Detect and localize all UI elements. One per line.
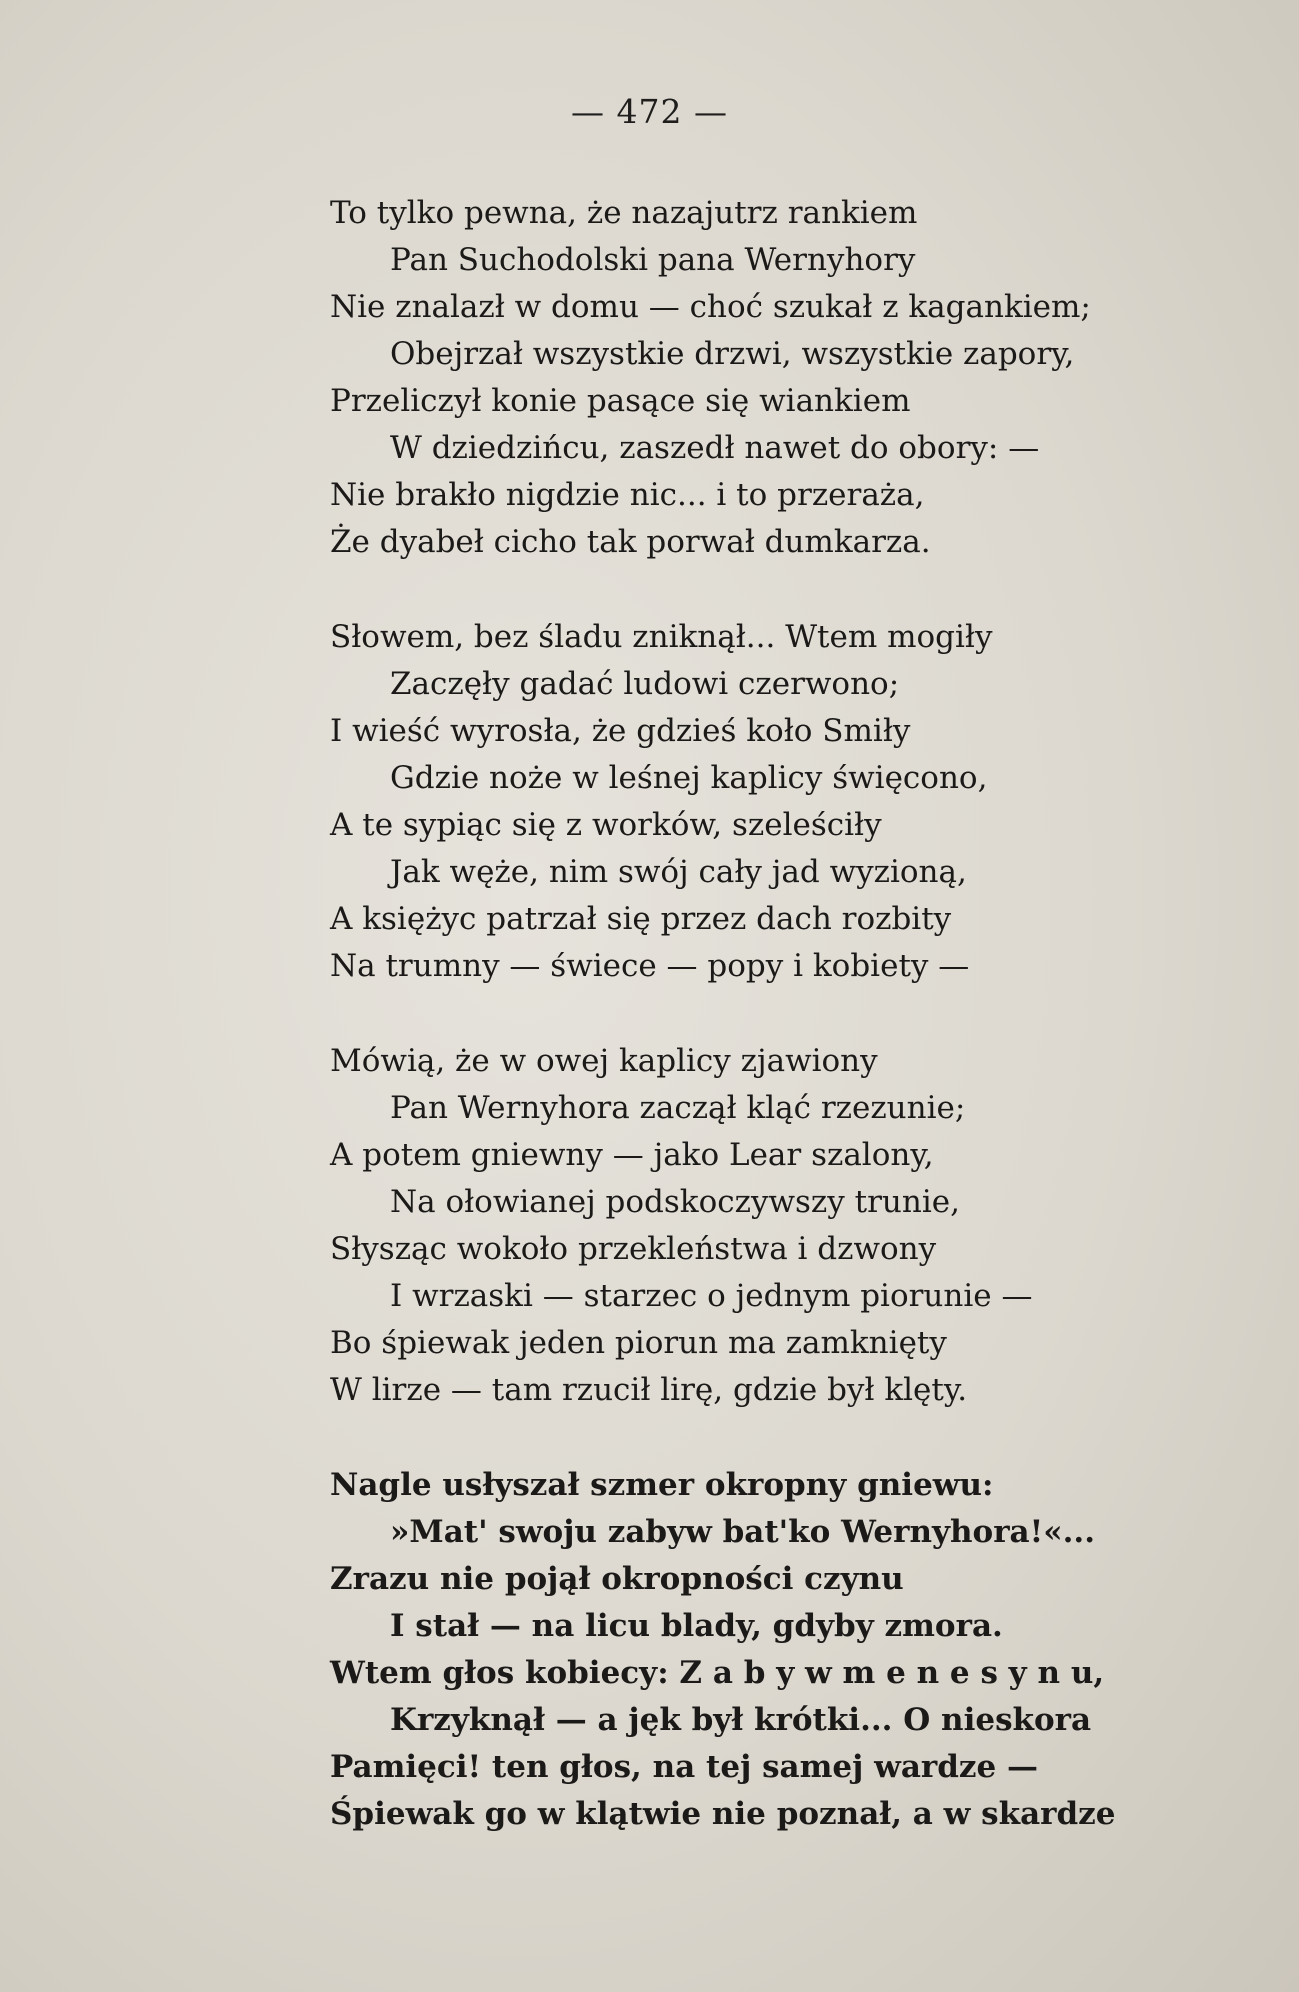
poem-line: Zrazu nie pojął okropności czynu: [330, 1561, 904, 1597]
poem-line: Gdzie noże w leśnej kaplicy święcono,: [390, 760, 988, 796]
poem-line: Jak węże, nim swój cały jad wyzioną,: [390, 854, 967, 890]
stanza-2: [330, 614, 1230, 990]
poem-line: Nagle usłyszał szmer okropny gniewu:: [330, 1467, 994, 1503]
poem-line: A te sypiąc się z worków, szeleściły: [330, 807, 882, 843]
stanza-1: [330, 190, 1230, 566]
poem-line: Krzyknął — a jęk był krótki... O nieskora: [390, 1702, 1092, 1738]
poem-text: [330, 190, 1230, 1886]
stanza-4: [330, 1462, 1230, 1838]
poem-line: Nie znalazł w domu — choć szukał z kagankiem;: [330, 289, 1091, 325]
poem-line: Pan Suchodolski pana Wernyhory: [390, 242, 916, 278]
poem-line: W lirze — tam rzucił lirę, gdzie był klęty.: [330, 1372, 968, 1408]
page-number: — 472 —: [571, 92, 728, 131]
poem-line: Że dyabeł cicho tak porwał dumkarza.: [330, 524, 931, 560]
poem-line: Słysząc wokoło przekleństwa i dzwony: [330, 1231, 937, 1267]
poem-line: I wrzaski — starzec o jednym piorunie —: [390, 1278, 1033, 1314]
poem-line: Pan Wernyhora zaczął kląć rzezunie;: [390, 1090, 966, 1126]
poem-line: Pamięci! ten głos, na tej samej wardze —: [330, 1749, 1039, 1785]
poem-line: Słowem, bez śladu zniknął... Wtem mogiły: [330, 619, 993, 655]
poem-line: To tylko pewna, że nazajutrz rankiem: [330, 195, 918, 231]
poem-line: W dziedzińcu, zaszedł nawet do obory: —: [390, 430, 1040, 466]
poem-line: »Mat' swoju zabyw bat'ko Wernyhora!«...: [390, 1514, 1096, 1550]
poem-line: Na ołowianej podskoczywszy trunie,: [390, 1184, 960, 1220]
stanza-3: [330, 1038, 1230, 1414]
poem-line: Mówią, że w owej kaplicy zjawiony: [330, 1043, 878, 1079]
poem-line: Bo śpiewak jeden piorun ma zamknięty: [330, 1325, 947, 1361]
poem-line: Śpiewak go w klątwie nie poznał, a w skardze: [330, 1796, 1116, 1832]
poem-line: Na trumny — świece — popy i kobiety —: [330, 948, 970, 984]
poem-line: I stał — na licu blady, gdyby zmora.: [390, 1608, 1003, 1644]
poem-line: Nie brakło nigdzie nic... i to przeraża,: [330, 477, 925, 513]
poem-line: Wtem głos kobiecy: Z a b y w m e n e s y n u,: [330, 1655, 1105, 1691]
poem-line: A potem gniewny — jako Lear szalony,: [330, 1137, 934, 1173]
poem-line: Obejrzał wszystkie drzwi, wszystkie zapory,: [390, 336, 1075, 372]
poem-line: A księżyc patrzał się przez dach rozbity: [330, 901, 952, 937]
poem-line: Zaczęły gadać ludowi czerwono;: [390, 666, 900, 702]
poem-line: Przeliczył konie pasące się wiankiem: [330, 383, 911, 419]
poem-line: I wieść wyrosła, że gdzieś koło Smiły: [330, 713, 911, 749]
